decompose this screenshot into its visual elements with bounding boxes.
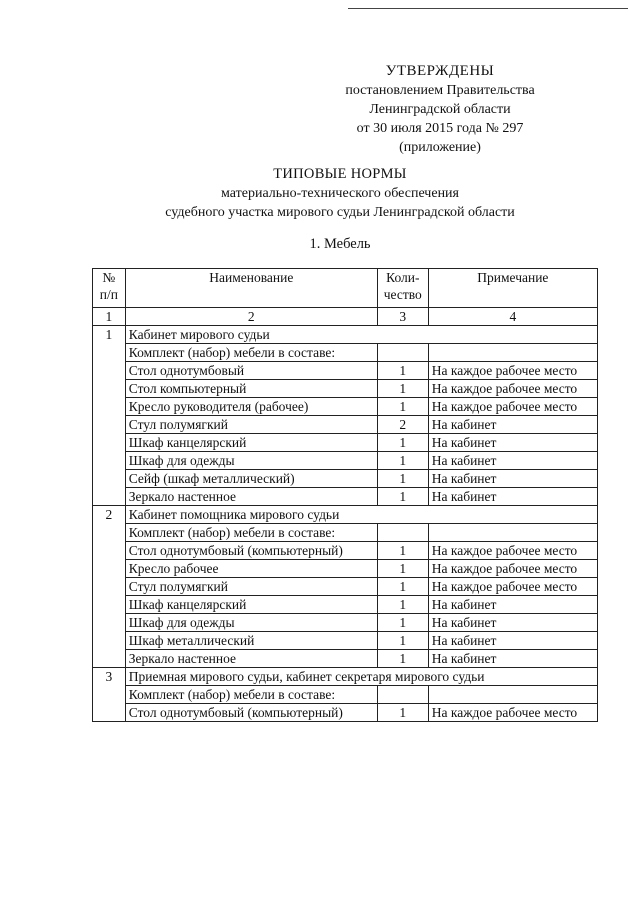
item-note: На кабинет <box>428 596 597 614</box>
item-qty: 1 <box>377 632 428 650</box>
item-note <box>428 524 597 542</box>
item-name: Кресло рабочее <box>125 560 377 578</box>
row-number: 2 <box>93 506 126 668</box>
item-note: На каждое рабочее место <box>428 578 597 596</box>
header-note: Примечание <box>428 269 597 308</box>
item-note: На кабинет <box>428 488 597 506</box>
norms-table <box>92 268 598 722</box>
table-row <box>93 506 598 524</box>
colnum: 1 <box>93 308 126 326</box>
item-qty: 1 <box>377 434 428 452</box>
item-name: Стул полумягкий <box>125 578 377 596</box>
table-row <box>93 362 598 380</box>
item-name: Шкаф для одежды <box>125 614 377 632</box>
item-name: Шкаф для одежды <box>125 452 377 470</box>
item-note: На кабинет <box>428 614 597 632</box>
item-qty: 1 <box>377 452 428 470</box>
item-qty: 1 <box>377 362 428 380</box>
table-row <box>93 470 598 488</box>
header-qty: Коли-чество <box>377 269 428 308</box>
item-name: Зеркало настенное <box>125 488 377 506</box>
table-row <box>93 488 598 506</box>
colnum: 3 <box>377 308 428 326</box>
item-qty: 1 <box>377 704 428 722</box>
item-name: Стол однотумбовый <box>125 362 377 380</box>
document-title <box>100 165 580 222</box>
table-body <box>93 308 598 722</box>
item-name: Шкаф канцелярский <box>125 596 377 614</box>
title-main: ТИПОВЫЕ НОРМЫ <box>273 166 407 182</box>
item-qty: 1 <box>377 578 428 596</box>
item-qty: 1 <box>377 380 428 398</box>
table-row <box>93 416 598 434</box>
table-row <box>93 452 598 470</box>
group-title: Кабинет помощника мирового судьи <box>125 506 597 524</box>
item-note <box>428 686 597 704</box>
item-qty <box>377 524 428 542</box>
item-note: На каждое рабочее место <box>428 560 597 578</box>
item-note: На каждое рабочее место <box>428 398 597 416</box>
table-row <box>93 434 598 452</box>
approval-line: постановлением Правительства <box>345 83 535 98</box>
item-qty <box>377 344 428 362</box>
item-qty: 1 <box>377 650 428 668</box>
approval-heading: УТВЕРЖДЕНЫ <box>385 63 495 79</box>
table-row <box>93 326 598 344</box>
item-name: Кресло руководителя (рабочее) <box>125 398 377 416</box>
colnum: 4 <box>428 308 597 326</box>
item-qty: 2 <box>377 416 428 434</box>
item-note: На кабинет <box>428 470 597 488</box>
group-title: Приемная мирового судьи, кабинет секретаря мирового судьи <box>125 668 597 686</box>
item-name: Комплект (набор) мебели в составе: <box>125 524 377 542</box>
item-name: Стол компьютерный <box>125 380 377 398</box>
item-name: Зеркало настенное <box>125 650 377 668</box>
item-note: На кабинет <box>428 434 597 452</box>
item-name: Стол однотумбовый (компьютерный) <box>125 704 377 722</box>
item-name: Шкаф канцелярский <box>125 434 377 452</box>
section-heading: 1. Мебель <box>309 236 371 252</box>
approval-line: Ленинградской области <box>369 102 511 117</box>
item-name: Шкаф металлический <box>125 632 377 650</box>
title-sub: материально-технического обеспечения <box>221 186 459 201</box>
item-name: Комплект (набор) мебели в составе: <box>125 344 377 362</box>
item-note: На кабинет <box>428 452 597 470</box>
item-note <box>428 344 597 362</box>
item-qty: 1 <box>377 488 428 506</box>
item-qty: 1 <box>377 398 428 416</box>
table-row <box>93 398 598 416</box>
item-name: Сейф (шкаф металлический) <box>125 470 377 488</box>
table-row <box>93 668 598 686</box>
colnum: 2 <box>125 308 377 326</box>
column-number-row <box>93 308 598 326</box>
table-row <box>93 704 598 722</box>
table-header-row <box>93 269 598 308</box>
item-qty <box>377 686 428 704</box>
item-name: Стол однотумбовый (компьютерный) <box>125 542 377 560</box>
item-qty: 1 <box>377 614 428 632</box>
table-row <box>93 686 598 704</box>
item-qty: 1 <box>377 470 428 488</box>
row-number: 3 <box>93 668 126 722</box>
item-note: На каждое рабочее место <box>428 380 597 398</box>
item-qty: 1 <box>377 542 428 560</box>
item-note: На каждое рабочее место <box>428 704 597 722</box>
header-name: Наименование <box>125 269 377 308</box>
approval-date: от 30 июля 2015 года № 297 <box>356 121 524 136</box>
top-rule <box>348 8 628 9</box>
table-row <box>93 578 598 596</box>
table-row <box>93 542 598 560</box>
item-note: На кабинет <box>428 632 597 650</box>
table-row <box>93 560 598 578</box>
table-row <box>93 614 598 632</box>
group-title: Кабинет мирового судьи <box>125 326 597 344</box>
item-note: На каждое рабочее место <box>428 542 597 560</box>
table-row <box>93 524 598 542</box>
approval-block <box>330 62 550 157</box>
title-sub: судебного участка мирового судьи Ленинградской области <box>165 205 515 220</box>
table-row <box>93 650 598 668</box>
approval-appendix: (приложение) <box>399 140 481 155</box>
table-row <box>93 632 598 650</box>
item-name: Стул полумягкий <box>125 416 377 434</box>
item-note: На кабинет <box>428 416 597 434</box>
item-note: На каждое рабочее место <box>428 362 597 380</box>
table-row <box>93 596 598 614</box>
item-note: На кабинет <box>428 650 597 668</box>
item-qty: 1 <box>377 596 428 614</box>
item-name: Комплект (набор) мебели в составе: <box>125 686 377 704</box>
table-row <box>93 344 598 362</box>
item-qty: 1 <box>377 560 428 578</box>
table-row <box>93 380 598 398</box>
row-number: 1 <box>93 326 126 506</box>
header-num: № п/п <box>93 269 126 308</box>
